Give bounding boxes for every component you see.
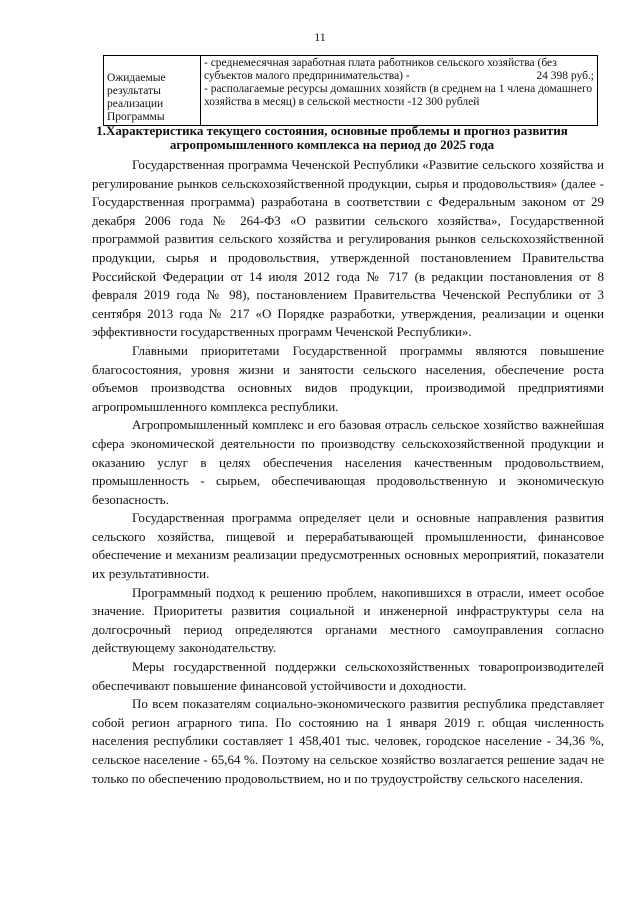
salary-amount: 24 398 руб.; xyxy=(536,70,594,82)
table-content-cell xyxy=(201,56,598,126)
section-heading: 1.Характеристика текущего состояния, основные проблемы и прогноз развития агропромышленного комплекса на период до 2025 года xyxy=(96,123,568,152)
household-resources-indicator: - располагаемые ресурсы домашних хозяйств (в среднем на 1 члена домашнего хозяйства в месяц) в сельской местности -12 300 рублей xyxy=(204,83,593,108)
paragraph: Главными приоритетами Государственной программы являются повышение благосостояния, уровня жизни и занятости сельского населения, обеспечение роста объемов производства основных видов продукции, производимой предприятиями агропромышленного комплекса республики. xyxy=(92,342,604,414)
paragraph: По всем показателям социально-экономического развития республика представляет собой регион аграрного типа. По состоянию на 1 января 2019 г. общая численность населения республики составляет 1 458,401 тыс. человек, городское население - 34,36 %, сельское население - 65,64 %. Поэтому на сельское хозяйство возлагается решение задач не только по обеспечению продовольствием, но и по трудоустройству сельского населения. xyxy=(92,696,604,786)
paragraph: Государственная программа Чеченской Республики «Развитие сельского хозяйства и регулирование рынков сельскохозяйственной продукции, сырья и продовольствия» (далее - Государственная программа) разработана в соответствии с Федеральным законом от 29 декабря 2006 года № 264-ФЗ «О развитии сельского хозяйства», Государственной программой развития сельского хозяйства и регулирования рынков сельскохозяйственной продукции, сырья и продовольствия, утвержденной постановлением Правительства Российской Федерации от 14 июля 2012 года № 717 (в редакции постановления от 8 февраля 2019 года № 98), постановлением Правительства Чеченской Республики от 3 сентября 2013 года № 217 «О Порядке разработки, утверждения, реализации и оценки эффективности государственных программ Чеченской Республики». xyxy=(92,157,604,340)
page-number: 11 xyxy=(314,30,326,44)
paragraph: Программный подход к решению проблем, накопившихся в отрасли, имеет особое значение. Приоритеты развития социальной и инженерной инфраструктуры села на долгосрочный период определяются органами местного самоуправления согласно действующему законодательству. xyxy=(92,584,604,656)
table-row xyxy=(104,56,598,126)
body-text xyxy=(92,156,604,788)
salary-indicator xyxy=(204,57,594,83)
paragraph: Государственная программа определяет цели и основные направления развития сельского хозяйства, пищевой и перерабатывающей промышленности, финансовое обеспечение и механизм реализации предусмотренных основных мероприятий, показатели их результативности. xyxy=(92,510,604,582)
paragraph: Меры государственной поддержки сельскохозяйственных товаропроизводителей обеспечивают повышение финансовой устойчивости и доходности. xyxy=(92,659,604,693)
table-label-cell: Ожидаемые результаты реализации Программы xyxy=(104,56,201,126)
salary-text: - среднемесячная заработная плата работников сельского хозяйства (без субъектов малого предпринимательства) - xyxy=(204,57,557,82)
expected-results-table xyxy=(103,55,598,126)
paragraph: Агропромышленный комплекс и его базовая отрасль сельское хозяйство важнейшая сфера экономической деятельности по производству сельскохозяйственной продукции и оказанию услуг в целях обеспечения населения качественным продовольствием, промышленность - сырьем, обеспечивающая продовольственную и экономическую безопасность. xyxy=(92,417,604,507)
